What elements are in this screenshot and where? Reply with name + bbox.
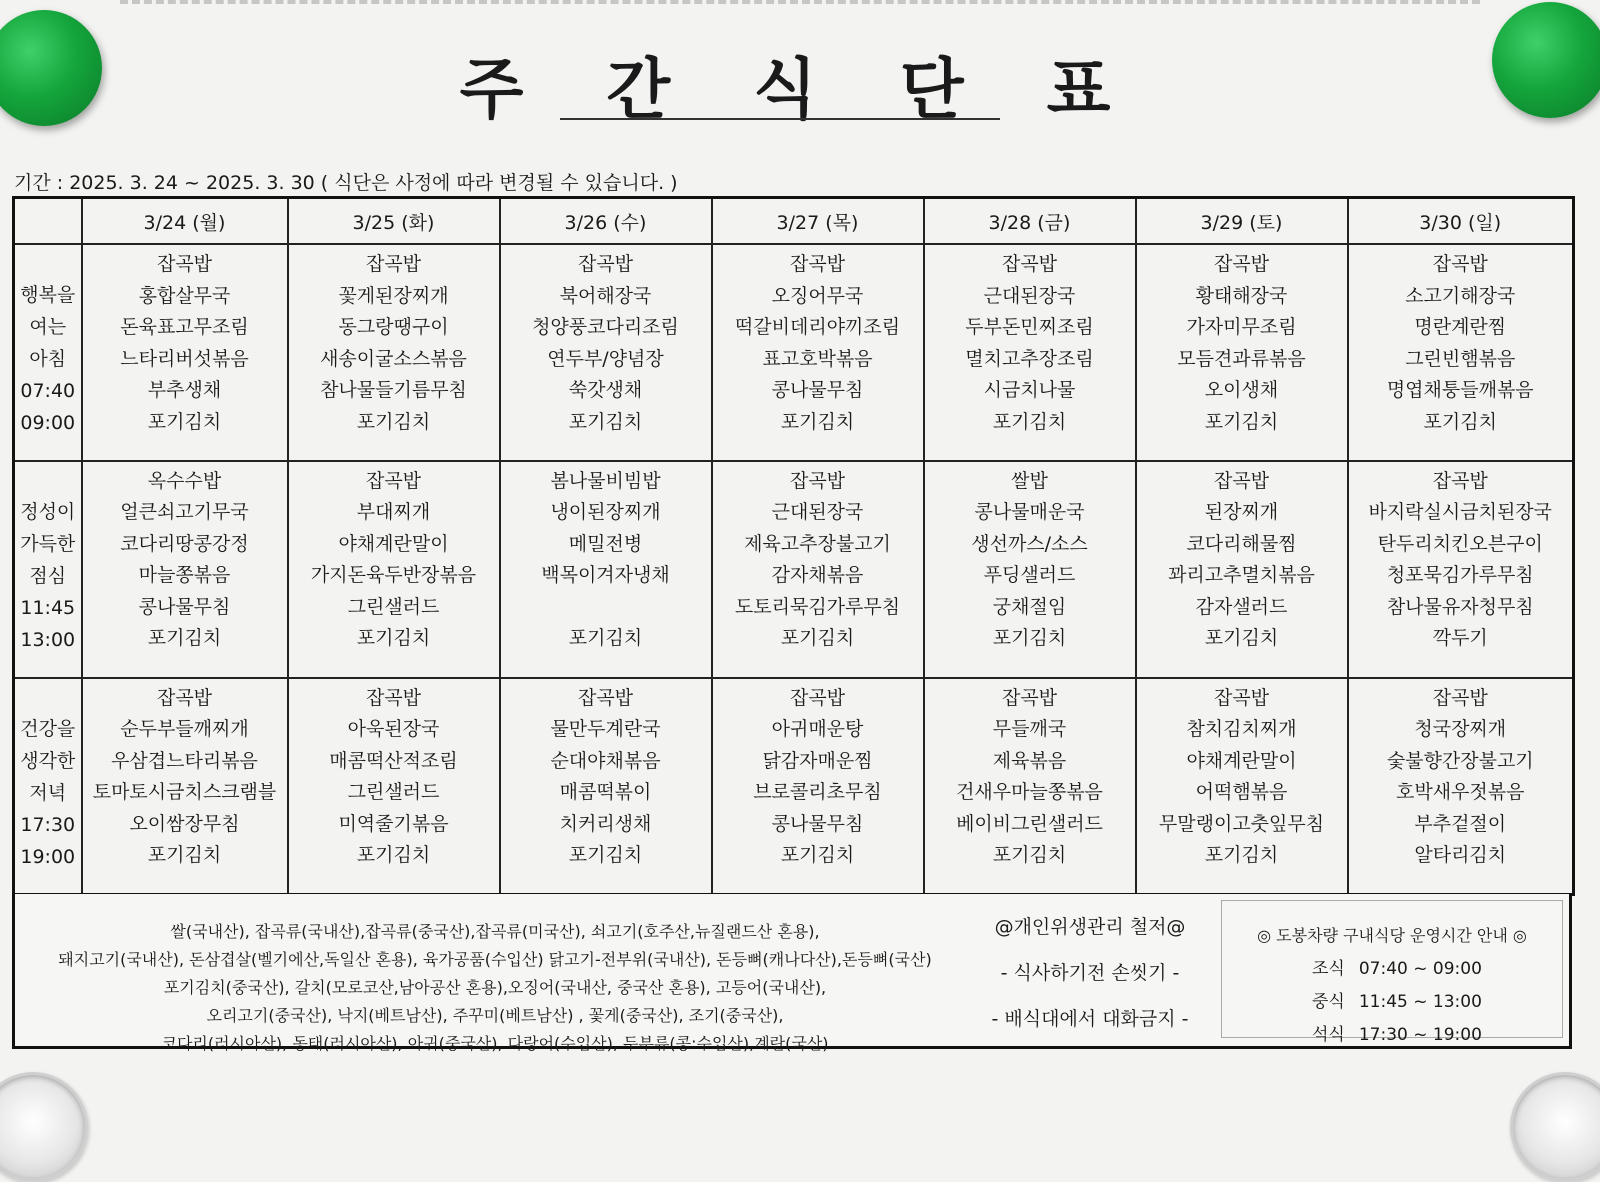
title-underline bbox=[560, 118, 1000, 120]
dish-item: 아욱된장국 bbox=[347, 718, 440, 741]
dish-item: 닭감자매운찜 bbox=[762, 749, 873, 772]
menu-cell bbox=[500, 678, 712, 895]
origin-line: 돼지고기(국내산), 돈삼겹살(벨기에산,독일산 혼용), 육가공품(수입산) 닭고기-전부위(국내산), 돈등뼈(캐나다산),돈등뼈(국산) bbox=[58, 950, 932, 969]
dish-item: 오이쌈장무침 bbox=[129, 812, 240, 835]
day-header: 3/28 (금) bbox=[924, 198, 1136, 245]
dish-item: 청양풍코다리조림 bbox=[532, 316, 679, 338]
dish-item: 부추생채 bbox=[147, 379, 222, 401]
dish-item: 깍두기 bbox=[1432, 627, 1488, 650]
dish-item bbox=[501, 592, 711, 624]
dish-item: 얼큰쇠고기무국 bbox=[120, 501, 249, 524]
dish-item: 잡곡밥 bbox=[1001, 253, 1058, 275]
meal-label-line: 19:00 bbox=[20, 845, 76, 868]
dish-item: 콩나물무침 bbox=[138, 595, 231, 618]
hygiene-notice bbox=[945, 904, 1235, 1042]
dish-item: 옥수수밥 bbox=[147, 469, 222, 492]
meal-label-line: 저녁 bbox=[29, 781, 67, 804]
meal-label-line: 11:45 bbox=[20, 596, 76, 619]
dish-item: 동그랑땡구이 bbox=[338, 316, 449, 338]
dish-item: 탄두리치킨오븐구이 bbox=[1377, 532, 1543, 555]
period-note: 기간 : 2025. 3. 24 ~ 2025. 3. 30 ( 식단은 사정에 따라 변경될 수 있습니다. ) bbox=[14, 172, 678, 194]
meal-label-line: 건강을 bbox=[20, 717, 76, 740]
dish-item: 연두부/양념장 bbox=[547, 347, 664, 370]
dish-item: 떡갈비데리야끼조림 bbox=[734, 316, 901, 338]
dish-item: 명란계란찜 bbox=[1414, 316, 1507, 338]
dish-item: 잡곡밥 bbox=[1432, 253, 1488, 275]
meal-label-line: 가득한 bbox=[20, 532, 76, 555]
dish-item: 생선까스/소스 bbox=[971, 532, 1088, 555]
menu-cell bbox=[82, 461, 288, 678]
meal-label-line: 17:30 bbox=[20, 813, 76, 836]
day-header: 3/30 (일) bbox=[1348, 198, 1574, 245]
hours-row bbox=[1312, 987, 1562, 1012]
dish-item: 된장찌개 bbox=[1204, 501, 1279, 524]
dish-item: 포기김치 bbox=[1204, 627, 1279, 650]
dish-item: 콩나물무침 bbox=[771, 812, 864, 835]
operating-hours-box bbox=[1221, 900, 1563, 1045]
menu-cell bbox=[924, 461, 1136, 678]
hours-time: 17:30 ~ 19:00 bbox=[1358, 1025, 1482, 1045]
dish-item: 꽃게된장찌개 bbox=[338, 284, 449, 307]
page-title: 주 간 식 단 표 bbox=[459, 51, 1141, 128]
dish-item: 잡곡밥 bbox=[789, 253, 846, 275]
dish-item: 베이비그린샐러드 bbox=[956, 812, 1103, 835]
dish-item: 무들깨국 bbox=[992, 718, 1067, 741]
dish-item: 부대찌개 bbox=[356, 501, 431, 524]
dish-item: 포기김치 bbox=[780, 844, 855, 867]
dish-item: 그린샐러드 bbox=[347, 781, 440, 804]
menu-cell bbox=[1348, 678, 1574, 895]
dish-item: 잡곡밥 bbox=[577, 253, 634, 275]
meal-row bbox=[14, 461, 1574, 678]
origin-line: 포기김치(중국산), 갈치(모로코산,남아공산 혼용),오징어(국내산, 중국산 혼용), 고등어(국내산), bbox=[163, 978, 827, 997]
menu-cell bbox=[1348, 461, 1574, 678]
dish-item: 느타리버섯볶음 bbox=[120, 347, 249, 370]
menu-cell bbox=[82, 678, 288, 895]
meal-row bbox=[14, 244, 1574, 461]
dish-item: 근대된장국 bbox=[983, 284, 1076, 307]
dish-item: 돈육표고무조림 bbox=[120, 316, 249, 338]
menu-cell bbox=[1348, 244, 1574, 461]
meal-label-line: 아침 bbox=[29, 348, 67, 370]
dish-item: 포기김치 bbox=[1423, 410, 1497, 433]
meal-label-line: 행복을 bbox=[20, 284, 76, 306]
dish-item: 호박새우젓볶음 bbox=[1396, 781, 1525, 804]
meal-label bbox=[14, 678, 82, 895]
dish-item: 냉이된장찌개 bbox=[550, 501, 661, 524]
dish-item: 잡곡밥 bbox=[1001, 686, 1058, 709]
dish-item: 순두부들깨찌개 bbox=[120, 718, 249, 741]
dish-item: 가자미무조림 bbox=[1186, 316, 1297, 338]
dish-item: 어떡햄볶음 bbox=[1195, 781, 1288, 804]
dish-item: 감자샐러드 bbox=[1195, 595, 1288, 618]
dish-item: 포기김치 bbox=[1204, 844, 1279, 867]
dish-item: 콩나물무침 bbox=[771, 379, 864, 401]
dish-item: 우삼겹느타리볶음 bbox=[111, 749, 258, 772]
dish-item: 포기김치 bbox=[147, 627, 222, 650]
dish-item: 물만두계란국 bbox=[550, 718, 661, 741]
dish-item: 잡곡밥 bbox=[789, 469, 846, 492]
day-header: 3/25 (화) bbox=[288, 198, 500, 245]
dish-item: 포기김치 bbox=[147, 410, 222, 433]
day-header-row bbox=[14, 198, 1574, 245]
menu-cell bbox=[1136, 678, 1348, 895]
meal-label-line: 13:00 bbox=[20, 628, 76, 651]
dish-item: 포기김치 bbox=[356, 844, 431, 867]
dish-item: 명엽채퉁들깨볶음 bbox=[1386, 379, 1534, 401]
corner-cell bbox=[14, 198, 82, 245]
origin-info bbox=[55, 918, 935, 1058]
dish-item: 감자채볶음 bbox=[771, 564, 864, 587]
dish-item: 쌀밥 bbox=[1011, 469, 1048, 492]
dish-item: 포기김치 bbox=[568, 410, 643, 433]
menu-cell bbox=[712, 244, 924, 461]
dish-item: 백목이겨자냉채 bbox=[541, 564, 670, 587]
dish-item: 참치김치찌개 bbox=[1186, 718, 1297, 741]
dish-item: 소고기해장국 bbox=[1405, 284, 1516, 307]
day-header: 3/24 (월) bbox=[82, 198, 288, 245]
hours-time: 11:45 ~ 13:00 bbox=[1358, 992, 1482, 1012]
dish-item: 포기김치 bbox=[568, 627, 643, 650]
dish-item: 매콤떡볶이 bbox=[559, 781, 652, 804]
dish-item: 모듬견과류볶음 bbox=[1177, 347, 1306, 370]
dish-item: 근대된장국 bbox=[771, 501, 864, 524]
hours-meal: 석식 bbox=[1312, 1025, 1345, 1045]
dish-item: 잡곡밥 bbox=[1432, 686, 1488, 709]
origin-line: 코다리(러시아산), 동태(러시아산), 아귀(중국산), 다랑어(수입산), 두부류(콩:수입산),계란(국산) bbox=[161, 1034, 829, 1053]
dish-item: 멸치고추장조림 bbox=[965, 347, 1094, 370]
day-header: 3/26 (수) bbox=[500, 198, 712, 245]
dish-item: 잡곡밥 bbox=[1432, 469, 1488, 492]
dish-item: 잡곡밥 bbox=[156, 686, 213, 709]
meal-label-line: 09:00 bbox=[20, 412, 76, 434]
origin-line: 오리고기(중국산), 낙지(베트남산), 주꾸미(베트남산) , 꽃게(중국산), 조기(중국산), bbox=[206, 1006, 784, 1025]
menu-cell bbox=[1136, 461, 1348, 678]
dish-item: 오징어무국 bbox=[771, 284, 864, 307]
menu-cell bbox=[924, 244, 1136, 461]
meal-label bbox=[14, 244, 82, 461]
hygiene-line: - 배식대에서 대화금지 - bbox=[991, 1008, 1189, 1030]
menu-cell bbox=[288, 461, 500, 678]
dish-item: 쑥갓생채 bbox=[568, 379, 643, 401]
origin-line: 쌀(국내산), 잡곡류(국내산),잡곡류(중국산),잡곡류(미국산), 쇠고기(호주산,뉴질랜드산 혼용), bbox=[170, 922, 820, 941]
dish-item: 잡곡밥 bbox=[365, 469, 422, 492]
dish-item: 새송이굴소스볶음 bbox=[320, 347, 467, 370]
dish-item: 참나물유자청무침 bbox=[1386, 595, 1534, 618]
meal-label-line: 생각한 bbox=[20, 749, 76, 772]
dish-item: 도토리묵김가루무침 bbox=[734, 595, 901, 618]
dish-item: 표고호박볶음 bbox=[762, 347, 873, 370]
menu-cell bbox=[288, 678, 500, 895]
hours-meal: 중식 bbox=[1312, 992, 1345, 1012]
dish-item: 미역줄기볶음 bbox=[338, 812, 449, 835]
dish-item: 콩나물매운국 bbox=[974, 501, 1085, 524]
dish-item: 제육볶음 bbox=[992, 749, 1067, 772]
dish-item: 잡곡밥 bbox=[365, 253, 422, 275]
dish-item: 청포묵김가루무침 bbox=[1386, 564, 1534, 587]
dish-item: 포기김치 bbox=[356, 627, 431, 650]
dish-item: 포기김치 bbox=[992, 410, 1067, 433]
dish-item: 잡곡밥 bbox=[577, 686, 634, 709]
dish-item: 순대야채볶음 bbox=[550, 749, 661, 772]
hygiene-line: @개인위생관리 철저@ bbox=[994, 916, 1186, 938]
dish-item: 브로콜리초무침 bbox=[753, 781, 882, 804]
dish-item: 숯불향간장불고기 bbox=[1386, 749, 1534, 772]
menu-cell bbox=[924, 678, 1136, 895]
hours-row bbox=[1312, 954, 1562, 979]
dish-item: 황태해장국 bbox=[1195, 284, 1288, 307]
dish-item: 잡곡밥 bbox=[1213, 253, 1270, 275]
dish-item: 포기김치 bbox=[1204, 410, 1279, 433]
dish-item: 매콤떡산적조림 bbox=[329, 749, 458, 772]
dish-item: 바지락실시금치된장국 bbox=[1368, 501, 1553, 524]
menu-cell bbox=[500, 461, 712, 678]
footer-panel bbox=[12, 894, 1572, 1053]
dish-item: 코다리땅콩강정 bbox=[120, 532, 249, 555]
weekly-menu-table bbox=[12, 196, 1575, 896]
meal-row bbox=[14, 678, 1574, 895]
dish-item: 포기김치 bbox=[992, 627, 1067, 650]
dish-item: 아귀매운탕 bbox=[771, 718, 864, 741]
dish-item: 두부돈민찌조림 bbox=[965, 316, 1094, 338]
dish-item: 포기김치 bbox=[780, 410, 855, 433]
dish-item: 제육고추장불고기 bbox=[744, 532, 891, 555]
dish-item: 잡곡밥 bbox=[156, 253, 213, 275]
dish-item: 가지돈육두반장볶음 bbox=[310, 564, 477, 587]
meal-label-line: 정성이 bbox=[20, 500, 76, 523]
dish-item: 야채계란말이 bbox=[1186, 749, 1297, 772]
dish-item: 잡곡밥 bbox=[1213, 469, 1270, 492]
dish-item: 잡곡밥 bbox=[365, 686, 422, 709]
meal-label-line: 07:40 bbox=[20, 380, 76, 402]
dish-item: 코다리해물찜 bbox=[1186, 532, 1297, 555]
dish-item: 청국장찌개 bbox=[1414, 718, 1507, 741]
hours-title: ◎ 도봉차량 구내식당 운영시간 안내 ◎ bbox=[1257, 926, 1527, 945]
dish-item: 마늘쫑볶음 bbox=[138, 564, 231, 587]
clear-magnet-icon bbox=[1510, 1072, 1600, 1182]
dish-item: 알타리김치 bbox=[1414, 844, 1507, 867]
hours-time: 07:40 ~ 09:00 bbox=[1358, 959, 1482, 979]
hygiene-line: - 식사하기전 손씻기 - bbox=[1000, 962, 1180, 984]
hours-meal: 조식 bbox=[1312, 959, 1345, 979]
dish-item: 봄나물비빔밥 bbox=[550, 469, 661, 492]
tape-strip bbox=[120, 0, 1480, 20]
day-header: 3/27 (목) bbox=[712, 198, 924, 245]
menu-cell bbox=[82, 244, 288, 461]
menu-cell bbox=[500, 244, 712, 461]
dish-item: 그린빈햄볶음 bbox=[1405, 347, 1516, 370]
meal-label-line: 여는 bbox=[29, 316, 67, 338]
dish-item: 포기김치 bbox=[356, 410, 431, 433]
dish-item: 치커리생채 bbox=[559, 812, 652, 835]
dish-item: 시금치나물 bbox=[983, 379, 1076, 401]
dish-item: 북어해장국 bbox=[559, 284, 652, 307]
meal-label bbox=[14, 461, 82, 678]
dish-item: 포기김치 bbox=[992, 844, 1067, 867]
dish-item: 메밀전병 bbox=[568, 532, 643, 555]
menu-cell bbox=[288, 244, 500, 461]
day-header: 3/29 (토) bbox=[1136, 198, 1348, 245]
dish-item: 포기김치 bbox=[147, 844, 222, 867]
dish-item: 오이생채 bbox=[1204, 379, 1279, 401]
dish-item: 야채계란말이 bbox=[338, 532, 449, 555]
dish-item: 포기김치 bbox=[568, 844, 643, 867]
hours-row bbox=[1312, 1020, 1562, 1045]
dish-item: 꽈리고추멸치볶음 bbox=[1168, 564, 1315, 587]
dish-item: 잡곡밥 bbox=[789, 686, 846, 709]
clear-magnet-icon bbox=[0, 1072, 88, 1182]
dish-item: 잡곡밥 bbox=[1213, 686, 1270, 709]
dish-item: 포기김치 bbox=[780, 627, 855, 650]
menu-cell bbox=[1136, 244, 1348, 461]
dish-item: 부추겉절이 bbox=[1414, 812, 1507, 835]
menu-cell bbox=[712, 461, 924, 678]
dish-item: 건새우마늘쫑볶음 bbox=[956, 781, 1103, 804]
dish-item: 푸딩샐러드 bbox=[983, 564, 1076, 587]
dish-item: 그린샐러드 bbox=[347, 595, 440, 618]
meal-label-line: 점심 bbox=[29, 564, 67, 587]
menu-cell bbox=[712, 678, 924, 895]
dish-item: 홍합살무국 bbox=[138, 284, 231, 307]
dish-item: 무말랭이고춧잎무침 bbox=[1158, 812, 1325, 835]
dish-item: 참나물들기름무침 bbox=[320, 379, 467, 401]
dish-item: 궁채절임 bbox=[992, 595, 1067, 618]
dish-item: 토마토시금치스크램블 bbox=[92, 781, 277, 804]
